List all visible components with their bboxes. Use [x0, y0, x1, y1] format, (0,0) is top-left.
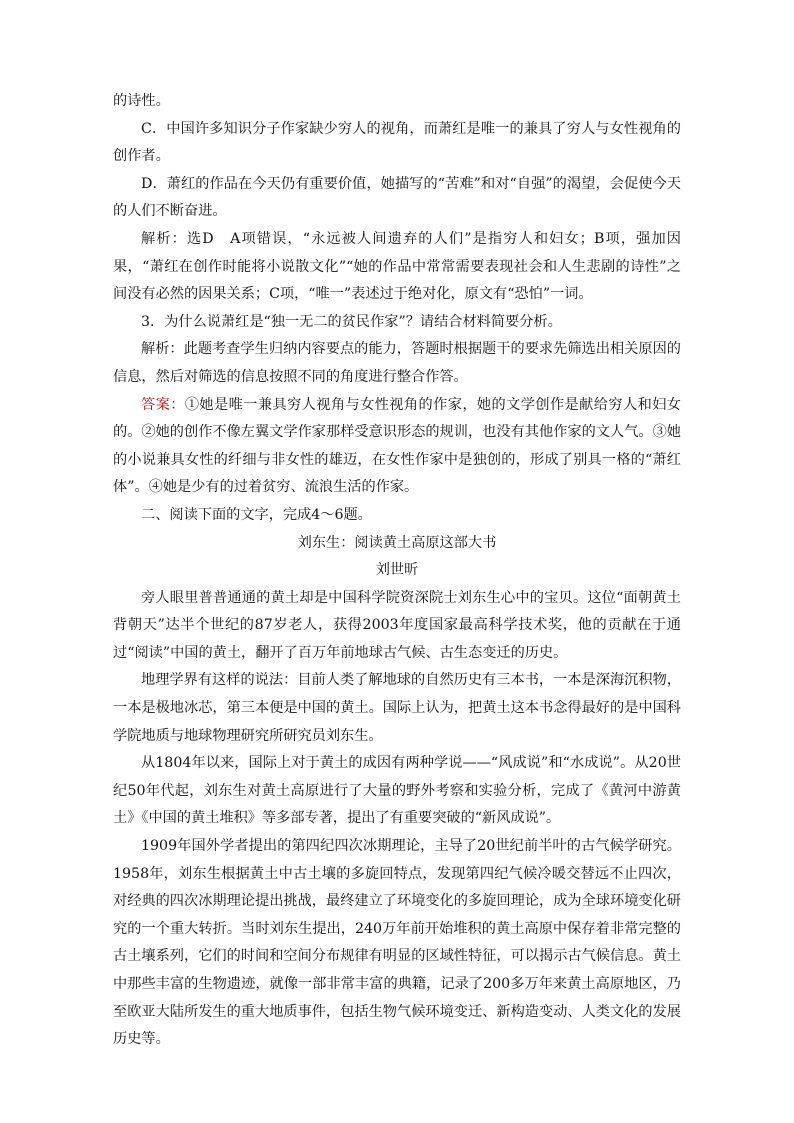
- question-3: 3．为什么说萧红是“独一无二的贫民作家”？请结合材料简要分析。: [141, 313, 562, 330]
- article-title: 刘东生：阅读黄土高原这部大书: [297, 534, 497, 551]
- paragraph-continuation: 的诗性。: [113, 93, 170, 109]
- analysis-q3: 解析：此题考查学生归纳内容要点的能力，答题时根据题干的要求先筛选出相关原因的信息，然后对筛选的信息按照不同的角度进行整合作答。: [113, 341, 681, 385]
- answer-text: ①她是唯一兼具穷人视角与女性视角的作家，她的文学创作是献给穷人和妇女的。②她的创作不像左翼文学作家那样受意识形态的规训，也没有其他作家的文人气。③她的小说兼具女性的纤细与非女性的雄迈，在女性作家中是独创的，形成了别具一格的“萧红体”。④她是少有的过着贫穷、流浪生活的作家。: [113, 396, 681, 496]
- article-paragraph-1: 旁人眼里普普通通的黄土却是中国科学院资深院士刘东生心中的宝贝。这位“面朝黄土背朝天”达半个世纪的87岁老人，获得2003年度国家最高科学技术奖，他的贡献在于通过“阅读”中国的黄土，翻开了百万年前地球古气候、古生态变迁的历史。: [113, 589, 681, 661]
- option-c: C．中国许多知识分子作家缺少穷人的视角，而萧红是唯一的兼具了穷人与女性视角的创作者。: [113, 120, 681, 165]
- article-paragraph-3: 从1804年以来，国际上对于黄土的成因有两种学说——“风成说”和“水成说”。从20世纪50年代起，刘东生对黄土高原进行了大量的野外考察和实验分析，完成了《黄河中游黄土》《中国的黄土堆积》等多部专著，提出了有重要突破的“新风成说”。: [113, 755, 681, 827]
- option-d: D．萧红的作品在今天仍有重要价值，她描写的“苦难”和对“自强”的渴望，会促使今天的人们不断奋进。: [113, 175, 681, 220]
- answer-q3: [113, 392, 681, 502]
- analysis-q2: 解析：选D A项错误，“永远被人间遗弃的人们”是指穷人和妇女；B项，强加因果，“萧红在创作时能将小说散文化”“她的作品中常常需要表现社会和人生悲剧的诗性”之间没有必然的因果关系；C项，“唯一”表述过于绝对化，原文有“恐怕”一词。: [113, 230, 681, 303]
- article-author: 刘世昕: [375, 562, 419, 579]
- document-page: [113, 88, 681, 1054]
- article-paragraph-4: 1909年国外学者提出的第四纪四次冰期理论，主导了20世纪前半叶的古气候学研究。1958年，刘东生根据黄土中古土壤的多旋回特点，发现第四纪气候冷暖交替远不止四次，对经典的四次冰期理论提出挑战，最终建立了环境变化的多旋回理论，成为全球环境变化研究的一个重大转折。当时刘东生提出，240万年前开始堆积的黄土高原中保存着非常完整的古土壤系列，它们的时间和空间分布规律有明显的区域性特征，可以揭示古气候信息。黄土中那些丰富的生物遗迹，就像一部非常丰富的典籍，记录了200多万年来黄土高原地区，乃至欧亚大陆所发生的重大地质事件，包括生物气候环境变迁、新构造变动、人类文化的发展历史等。: [113, 838, 681, 1048]
- answer-label: 答案：: [141, 396, 185, 413]
- section-heading: 二、阅读下面的文字，完成4～6题。: [141, 506, 372, 523]
- article-paragraph-2: 地理学界有这样的说法：目前人类了解地球的自然历史有三本书，一本是深海沉积物，一本是极地冰芯，第三本便是中国的黄土。国际上认为，把黄土这本书念得最好的是中国科学院地质与地球物理研究所研究员刘东生。: [113, 672, 681, 744]
